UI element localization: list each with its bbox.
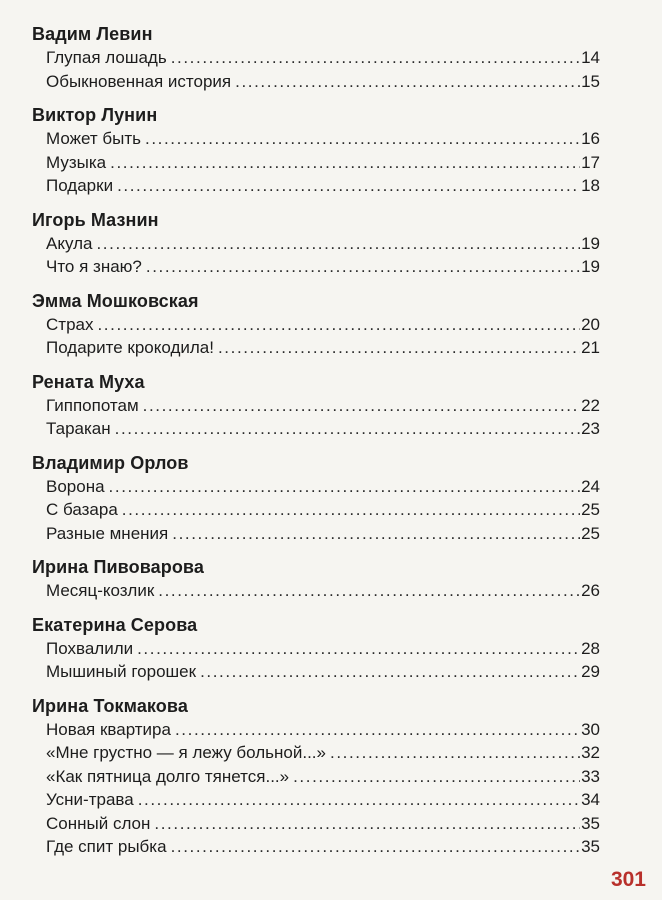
entry-page-number: 14: [581, 48, 600, 67]
dot-leader: [96, 232, 580, 256]
toc-entry: [46, 718, 600, 742]
entry-title: Новая квартира: [46, 719, 171, 739]
entry-page-number: 23: [581, 419, 600, 438]
author-name: Игорь Мазнин: [32, 209, 159, 230]
entry-page-number: 25: [581, 500, 600, 519]
entry-title: Мышиный горошек: [46, 662, 197, 681]
dot-leader: [143, 394, 580, 418]
entry-title: Разные мнения: [46, 523, 169, 543]
author-name: Екатерина Серова: [32, 614, 198, 635]
entry-page-number: 19: [581, 233, 600, 253]
entry-page-number: 16: [581, 129, 600, 148]
author-section: [30, 694, 600, 859]
entry-title: «Мне грустно — я лежу больной...»: [46, 743, 326, 762]
toc-entry: [46, 127, 600, 151]
toc-entry: [46, 151, 600, 175]
toc-entry: [46, 812, 600, 836]
entry-title: Страх: [46, 314, 94, 334]
toc-entry: [46, 313, 600, 337]
dot-leader: [110, 151, 580, 175]
toc-entry: [46, 660, 600, 684]
toc-entry: [46, 835, 600, 859]
entry-title: Таракан: [46, 419, 111, 438]
toc-entry: [46, 498, 600, 522]
dot-leader: [200, 660, 580, 684]
toc-entry: [46, 46, 600, 70]
entry-title: Месяц-козлик: [46, 581, 155, 600]
entry-title: Подарите крокодила!: [46, 338, 214, 357]
entry-title: Может быть: [46, 129, 141, 148]
entry-title: «Как пятница долго тянется...»: [46, 766, 290, 786]
entry-page-number: 20: [581, 314, 600, 334]
entry-title: Сонный слон: [46, 813, 151, 833]
author-name: Вадим Левин: [32, 24, 153, 44]
dot-leader: [115, 417, 580, 441]
dot-leader: [293, 765, 580, 789]
entry-title: Что я знаю?: [46, 257, 142, 276]
author-name: Рената Муха: [32, 371, 145, 392]
entry-page-number: 18: [581, 176, 600, 195]
entry-title: Акула: [46, 233, 93, 253]
toc-entry: [46, 579, 600, 603]
dot-leader: [146, 255, 580, 279]
dot-leader: [175, 718, 580, 742]
author-section: [30, 289, 600, 360]
toc-entry: [46, 174, 600, 198]
dot-leader: [97, 313, 580, 337]
entry-title: Усни-трава: [46, 790, 134, 809]
dot-leader: [145, 127, 580, 151]
entry-page-number: 33: [581, 766, 600, 786]
author-name: Эмма Мошковская: [32, 290, 199, 311]
toc-entry: [46, 522, 600, 546]
entry-page-number: 30: [581, 719, 600, 739]
author-section: [30, 555, 600, 603]
entry-title: Гиппопотам: [46, 395, 139, 415]
entry-page-number: 35: [581, 813, 600, 833]
entry-page-number: 29: [581, 662, 600, 681]
toc-entry: [46, 741, 600, 765]
entry-page-number: 26: [581, 581, 600, 600]
toc-entry: [46, 475, 600, 499]
entry-page-number: 34: [581, 790, 600, 809]
author-name: Ирина Пивоварова: [32, 557, 204, 577]
dot-leader: [172, 522, 580, 546]
toc-entry: [46, 232, 600, 256]
author-section: [30, 208, 600, 279]
dot-leader: [235, 70, 580, 94]
entry-title: Подарки: [46, 176, 114, 195]
author-section: [30, 451, 600, 546]
toc-entry: [46, 70, 600, 94]
entry-page-number: 21: [581, 338, 600, 357]
author-section: [30, 103, 600, 198]
author-name: Виктор Лунин: [32, 105, 158, 125]
entry-title: Похвалили: [46, 638, 134, 658]
table-of-contents: [30, 22, 600, 869]
dot-leader: [330, 741, 580, 765]
page-number: 301: [610, 868, 646, 891]
author-section: [30, 22, 600, 93]
entry-title: Ворона: [46, 476, 105, 496]
toc-entry: [46, 788, 600, 812]
dot-leader: [218, 336, 580, 360]
toc-entry: [46, 336, 600, 360]
dot-leader: [138, 788, 580, 812]
entry-page-number: 25: [581, 523, 600, 543]
entry-title: Музыка: [46, 152, 107, 172]
entry-page-number: 15: [581, 71, 600, 91]
entry-page-number: 32: [581, 743, 600, 762]
entry-page-number: 24: [581, 476, 600, 496]
dot-leader: [109, 475, 581, 499]
author-name: Ирина Токмакова: [32, 695, 188, 716]
dot-leader: [154, 812, 580, 836]
entry-page-number: 28: [581, 638, 600, 658]
author-section: [30, 370, 600, 441]
toc-entry: [46, 255, 600, 279]
dot-leader: [171, 835, 581, 859]
author-section: [30, 613, 600, 684]
toc-entry: [46, 765, 600, 789]
toc-entry: [46, 417, 600, 441]
entry-title: С базара: [46, 500, 118, 519]
entry-title: Обыкновенная история: [46, 71, 232, 91]
dot-leader: [122, 498, 580, 522]
toc-entry: [46, 394, 600, 418]
entry-page-number: 22: [581, 395, 600, 415]
dot-leader: [117, 174, 580, 198]
dot-leader: [171, 46, 580, 70]
entry-page-number: 17: [581, 152, 600, 172]
entry-title: Где спит рыбка: [46, 837, 167, 856]
author-name: Владимир Орлов: [32, 452, 189, 473]
entry-page-number: 35: [581, 837, 600, 856]
dot-leader: [158, 579, 580, 603]
entry-title: Глупая лошадь: [46, 48, 167, 67]
toc-entry: [46, 637, 600, 661]
dot-leader: [137, 637, 580, 661]
entry-page-number: 19: [581, 257, 600, 276]
